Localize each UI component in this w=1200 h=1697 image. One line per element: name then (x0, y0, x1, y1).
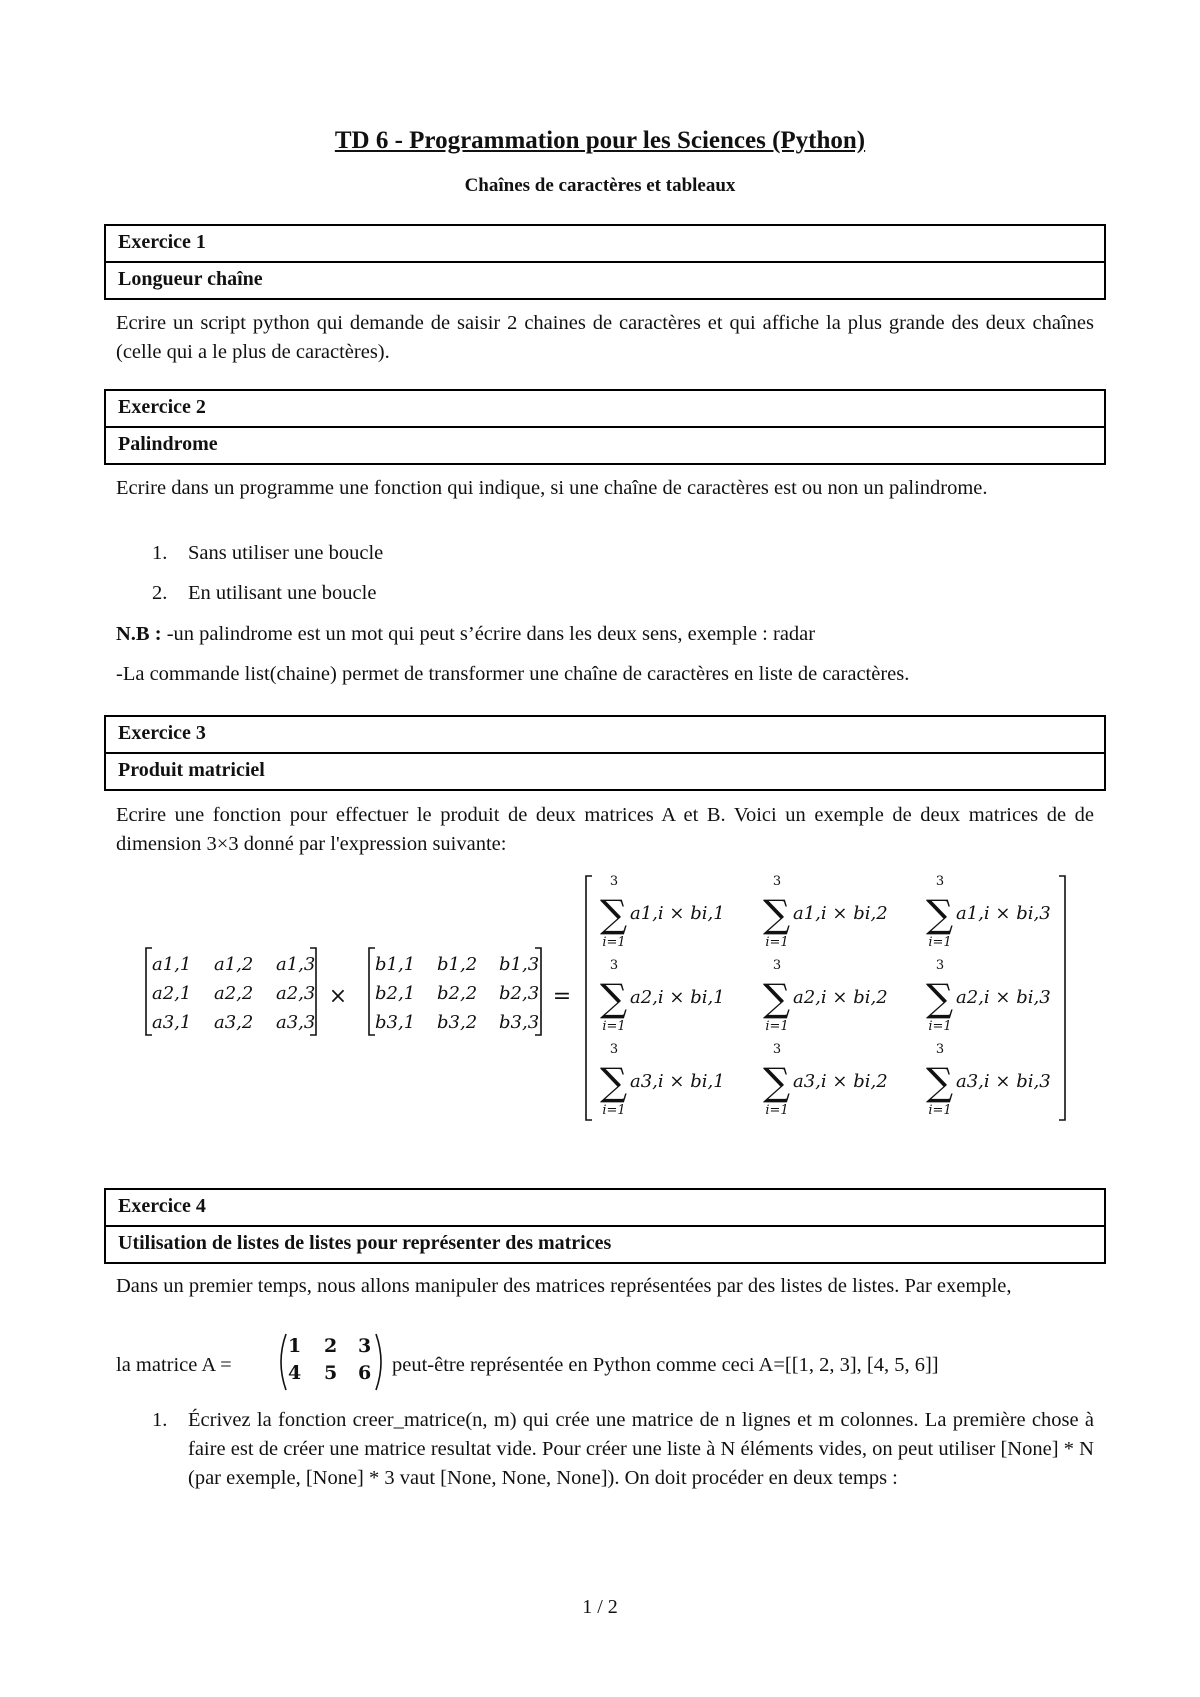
matrix-b-cell: b2,2 (437, 983, 478, 1004)
list-item-number: 2. (152, 582, 168, 604)
sum-lower-bound: i=1 (928, 1103, 952, 1118)
exercise-1-label: Exercice 1 (118, 231, 206, 253)
list-item-number: 1. (152, 542, 168, 564)
matrix-b-cell: b2,3 (499, 983, 540, 1004)
example-matrix-cell: 5 (324, 1362, 338, 1384)
nb-text: -un palindrome est un mot qui peut s’écrire dans les deux sens, exemple : radar (161, 623, 816, 645)
matrix-b-cell: b3,2 (437, 1012, 478, 1033)
sum-upper-bound: 3 (772, 1042, 782, 1057)
example-matrix-cell: 2 (324, 1335, 338, 1357)
matrix-b-cell: b1,3 (499, 954, 540, 975)
matrix-b-cell: b3,1 (375, 1012, 416, 1033)
example-matrix-cell: 1 (288, 1335, 302, 1357)
sum-lower-bound: i=1 (765, 1103, 789, 1118)
matrix-b-cell: b2,1 (375, 983, 416, 1004)
list-item-text: En utilisant une boucle (188, 582, 377, 604)
list-item-number: 1. (152, 1409, 168, 1431)
sum-symbol: ∑ (763, 976, 791, 1020)
sum-upper-bound: 3 (609, 874, 619, 889)
sum-lower-bound: i=1 (765, 1019, 789, 1034)
sum-term: a3,i × bi,3 (956, 1071, 1051, 1092)
matrix-a-cell: a3,2 (214, 1012, 254, 1033)
page-title: TD 6 - Programmation pour les Sciences (Python) (334, 127, 866, 154)
sum-symbol: ∑ (926, 1060, 954, 1104)
sum-upper-bound: 3 (935, 958, 945, 973)
sum-symbol: ∑ (600, 892, 628, 936)
sum-upper-bound: 3 (935, 1042, 945, 1057)
sum-upper-bound: 3 (609, 958, 619, 973)
example-prefix: la matrice A = (116, 1354, 232, 1376)
sum-term: a2,i × bi,3 (956, 987, 1051, 1008)
sum-lower-bound: i=1 (928, 935, 952, 950)
exercise-4-header (104, 1188, 1106, 1264)
sum-term: a3,i × bi,2 (793, 1071, 888, 1092)
sum-symbol: ∑ (926, 892, 954, 936)
sum-term: a3,i × bi,1 (630, 1071, 725, 1092)
exercise-4-heading: Utilisation de listes de listes pour représenter des matrices (106, 1225, 1104, 1262)
exercise-1-text: Ecrire un script python qui demande de saisir 2 chaines de caractères et qui affiche la plus grande des deux chaînes (celle qui a le plus de caractères). (116, 312, 1094, 363)
page-number: 1 / 2 (582, 1596, 618, 1618)
list-item-text: Écrivez la fonction creer_matrice(n, m) qui crée une matrice de n lignes et m colonnes. La première chose à faire est de créer une matrice resultat vide. Pour créer une liste à N éléments vides, on peut utiliser [None] * N (par exemple, [None] * 3 vaut [None, None, None]). On doit procéder en deux temps : (188, 1409, 1094, 1489)
sum-term: a2,i × bi,2 (793, 987, 888, 1008)
sum-symbol: ∑ (763, 1060, 791, 1104)
matrix-a-cell: a2,3 (276, 983, 316, 1004)
sum-lower-bound: i=1 (602, 935, 626, 950)
exercise-2-heading: Palindrome (106, 426, 1104, 463)
matrix-a-cell: a1,2 (214, 954, 254, 975)
sum-upper-bound: 3 (772, 874, 782, 889)
page-subtitle: Chaînes de caractères et tableaux (464, 175, 736, 196)
exercise-3-heading: Produit matriciel (106, 752, 1104, 789)
sum-lower-bound: i=1 (928, 1019, 952, 1034)
exercise-1-heading: Longueur chaîne (106, 261, 1104, 298)
exercise-3-label: Exercice 3 (118, 722, 206, 744)
times-sign: × (328, 984, 348, 1009)
sum-lower-bound: i=1 (602, 1019, 626, 1034)
result-matrix-left-bracket (586, 876, 592, 1120)
nb-label: N.B : (116, 623, 162, 645)
sum-term: a1,i × bi,3 (956, 903, 1051, 924)
example-matrix-left-paren (281, 1334, 286, 1390)
sum-upper-bound: 3 (772, 958, 782, 973)
sum-lower-bound: i=1 (765, 935, 789, 950)
exercise-4-label: Exercice 4 (118, 1195, 206, 1217)
sum-term: a2,i × bi,1 (630, 987, 725, 1008)
sum-term: a1,i × bi,2 (793, 903, 888, 924)
sum-term: a1,i × bi,1 (630, 903, 725, 924)
sum-symbol: ∑ (600, 976, 628, 1020)
sum-symbol: ∑ (763, 892, 791, 936)
example-matrix-cell: 6 (358, 1362, 372, 1384)
example-matrix-right-paren (376, 1334, 381, 1390)
sum-upper-bound: 3 (609, 1042, 619, 1057)
sum-symbol: ∑ (600, 1060, 628, 1104)
matrix-a-cell: a3,3 (276, 1012, 316, 1033)
example-suffix: peut-être représentée en Python comme ceci A=[[1, 2, 3], [4, 5, 6]] (392, 1354, 939, 1376)
exercise-2-text: Ecrire dans un programme une fonction qui indique, si une chaîne de caractères est ou non un palindrome. (116, 477, 988, 499)
matrix-b-cell: b3,3 (499, 1012, 540, 1033)
sum-symbol: ∑ (926, 976, 954, 1020)
matrix-b-cell: b1,1 (375, 954, 416, 975)
matrix-a-cell: a1,1 (152, 954, 192, 975)
sum-lower-bound: i=1 (602, 1103, 626, 1118)
result-matrix-right-bracket (1059, 876, 1065, 1120)
exercise-3-text: Ecrire une fonction pour effectuer le produit de deux matrices A et B. Voici un exemple de deux matrices de de dimension 3×3 donné par l'expression suivante: (116, 804, 1094, 855)
list-item (152, 1406, 1094, 1493)
list-item-text: Sans utiliser une boucle (188, 542, 384, 564)
exercise-4-text: Dans un premier temps, nous allons manipuler des matrices représentées par des listes de listes. Par exemple, (116, 1275, 1012, 1297)
matrix-a-cell: a1,3 (276, 954, 316, 975)
example-matrix-cell: 3 (358, 1335, 372, 1357)
matrix-a-cell: a2,1 (152, 983, 192, 1004)
matrix-b-cell: b1,2 (437, 954, 478, 975)
matrix-a-cell: a3,1 (152, 1012, 192, 1033)
list-command-note: -La commande list(chaine) permet de transformer une chaîne de caractères en liste de caractères. (116, 663, 910, 685)
matrix-a-cell: a2,2 (214, 983, 254, 1004)
exercise-2-label: Exercice 2 (118, 396, 206, 418)
example-matrix-cell: 4 (288, 1362, 302, 1384)
equals-sign: = (552, 984, 572, 1009)
sum-upper-bound: 3 (935, 874, 945, 889)
